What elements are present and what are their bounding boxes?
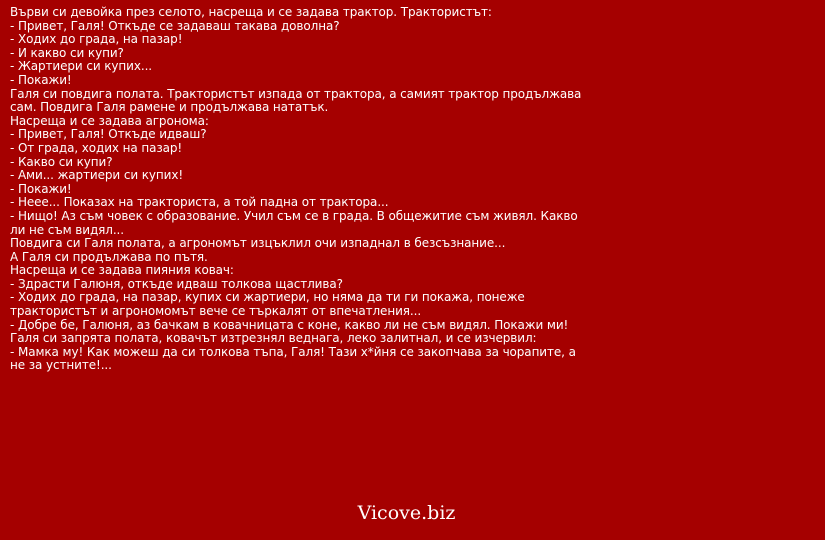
site-watermark: Vicove.biz — [357, 502, 456, 524]
joke-line: - И какво си купи? — [10, 45, 124, 60]
joke-line: Галя си запрята полата, ковачът изтрезнял веднага, леко залитнал, и се изчервил: — [10, 331, 537, 346]
joke-line: Насреща и се задава агронома: — [10, 113, 209, 128]
joke-line: - Покажи! — [10, 181, 72, 196]
joke-line: Повдига си Галя полата, а агрономът изцъклил очи изпаднал в безсъзнание... — [10, 236, 506, 251]
joke-line: - Мамка му! Как можеш да си толкова тъпа, Галя! Тази х*йня се закопчава за чорапите, а не за устните!... — [10, 344, 576, 373]
joke-line: - Добре бе, Галюня, аз бачкам в ковачницата с коне, какво ли не съм видял. Покажи ми! — [10, 317, 569, 332]
joke-line: - Покажи! — [10, 72, 72, 87]
joke-line: - Здрасти Галюня, откъде идваш толкова щастлива? — [10, 276, 343, 291]
joke-line: Върви си девойка през селото, насреща и се задава трактор. Трактористът: — [10, 5, 492, 19]
joke-line: - Какво си купи? — [10, 154, 113, 169]
joke-line: - Ами... жартиери си купих! — [10, 168, 184, 183]
joke-line: - Жартиери си купих... — [10, 59, 152, 74]
joke-line: А Галя си продължава по пътя. — [10, 249, 208, 264]
joke-text — [10, 6, 590, 373]
joke-line: Галя си повдига полата. Трактористът изпада от трактора, а самият трактор продължава сам. Повдига Галя рамене и продължава нататък. — [10, 86, 582, 115]
joke-line: - Привет, Галя! Откъде идваш? — [10, 127, 207, 142]
joke-line: - Привет, Галя! Откъде се задаваш такава доволна? — [10, 18, 340, 33]
joke-line: - Неее... Показах на тракториста, а той падна от трактора... — [10, 195, 389, 210]
joke-line: Насреща и се задава пияния ковач: — [10, 263, 234, 278]
joke-line: - Ходих до града, на пазар, купих си жартиери, но няма да ти ги покажа, понеже трактористът и агрономомът вече се търкалят от впечатления... — [10, 290, 525, 319]
joke-line: - От града, ходих на пазар! — [10, 140, 183, 155]
joke-line: - Ходих до града, на пазар! — [10, 32, 183, 47]
joke-line: - Нищо! Аз съм човек с образование. Учил съм се в града. В общежитие съм живял. Какво ли не съм видял... — [10, 208, 578, 237]
